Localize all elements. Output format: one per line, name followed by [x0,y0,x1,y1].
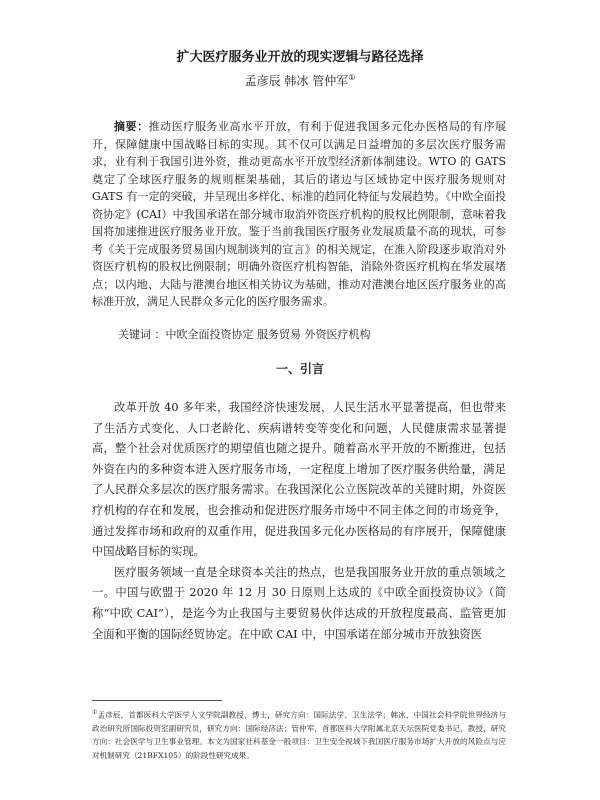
author-names: 孟彦辰 韩冰 管仲军 [244,74,349,88]
section-heading: 一、引言 [275,362,324,376]
footnote [92,706,506,762]
footnote-mark: ① [92,709,98,716]
abstract-text: 推动医疗服务业高水平开放，有利于促进我国多元化办医格局的有序展开，保障健康中国战略目标的实现。其不仅可以满足日益增加的多层次医疗服务需求，业有利于我国引进外资，推动更高水平开放型经济新体制建设。WTO 的 GATS 奠定了全球医疗服务的规则框架基础，其后的诸边与区域协定中医疗服务规则对 GATS 有一定的突破，并呈现出多样化、标准的趋同化特征与发展趋势。《中欧全面投资协定》(CAI）中我国承诺在部分城市取消外资医疗机构的股权比例限制，意味着我国将加速推进医疗服务业开放。鉴于当前我国医疗服务业发展质量不高的现状，可参考《关于完成服务贸易国内规制谈判的宣言》的相关规定，在准入阶段逐步取消对外资医疗机构的股权比例限制；明确外资医疗机构智能，消除外资医疗机构在华发展堵点；以内地、大陆与港澳台地区相关协议为基础，推动对港澳台地区医疗服务业的高标准开放，满足人民群众多元化的医疗服务需求。 [92,120,507,308]
abstract [92,118,506,311]
author-note-mark: ① [348,73,356,82]
body-paragraph: 医疗服务领域一直是全球资本关注的热点，也是我国服务业开放的重点领域之一。中国与欧盟于 2020 年 12 月 30 日原则上达成的《中欧全面投资协议》（简称“中欧 CAI”），是迄今为止我国与主要贸易伙伴达成的开放程度最高、监管更加全面和平衡的国际经贸协定。在中欧 CAI 中，中国承诺在部分城市开放独资医 [92,565,506,641]
footnote-text: 孟彦辰，首都医科大学医学人文学院副教授、博士，研究方向：国际法学、卫生法学；韩冰，中国社会科学院世界经济与政治研究所国际投资室副研究员，研究方向：国际经济法；管仲军，首都医科大学附属北京天坛医院党委书记、教授，研究方向：社会医学与卫生事业管理。本文为国家社科基金一般项目：卫生安全视域下我国医疗服务市场扩大开放的风险点与应对机制研究（21BFX105）的阶段性研究成果。 [92,710,506,760]
keywords: 关键词 ：中欧全面投资协定 服务贸易 外资医疗机构 [118,328,371,341]
paper-title: 扩大医疗服务业开放的现实逻辑与路径选择 [176,50,424,65]
abstract-paragraph [92,118,506,311]
footnote-rule [92,700,222,701]
body-paragraph: 改革开放 40 多年来，我国经济快速发展，人民生活水平显著提高，但也带来了生活方式变化、人口老龄化、疾病谱转变等变化和问题，人民健康需求显著提高，整个社会对优质医疗的期望值也随之提升。随着高水平开放的不断推进，包括外资在内的多种资本进入医疗服务市场，一定程度上增加了医疗服务供给量，满足了人民群众多层次的医疗服务需求。在我国深化公立医院改革的关键时期，外资医疗机构的存在和发展，也会推动和促进医疗服务市场中不同主体之间的市场竞争，通过发挥市场和政府的双重作用，促进我国多元化办医格局的有序展开，保障健康中国战略目标的实现。 [92,401,506,559]
abstract-label: 摘要： [114,120,149,133]
author-line [0,72,600,89]
body-text [92,398,506,645]
